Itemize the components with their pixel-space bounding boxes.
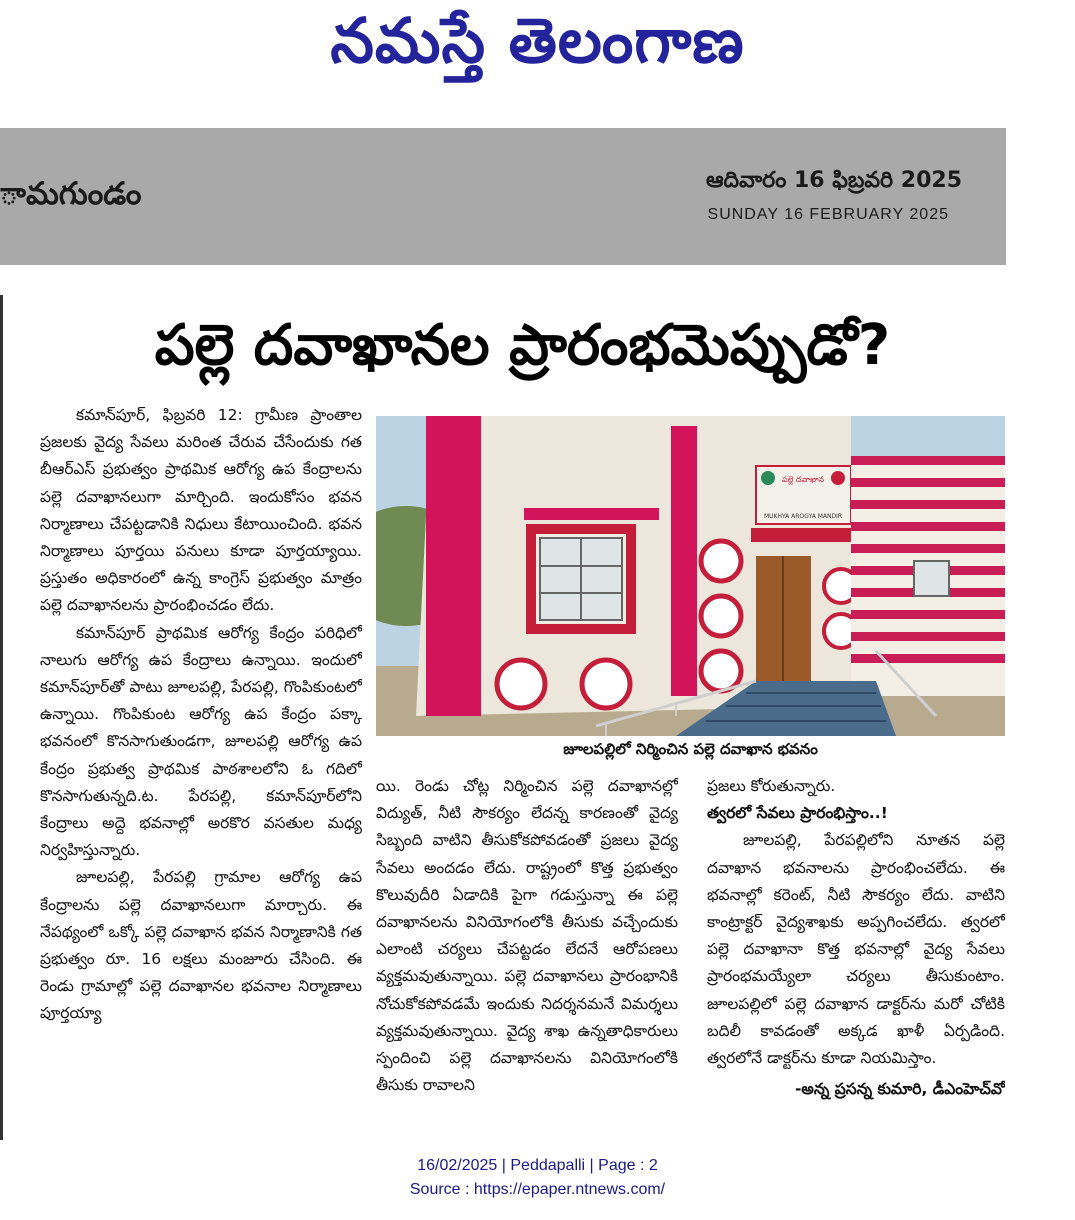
footer-source-link[interactable]: Source : https://epaper.ntnews.com/ <box>409 1181 666 1198</box>
signboard-line2: MUKHYA AROGYA MANDIR <box>763 513 843 520</box>
striped-wing <box>851 456 1005 696</box>
date-telugu: ఆదివారం 16 ఫిబ్రవరి 2025 <box>706 168 962 193</box>
date-english: SUNDAY 16 FEBRUARY 2025 <box>707 206 949 223</box>
footer-date-page: 16/02/2025 | Peddapalli | Page : 2 <box>417 1157 658 1174</box>
paragraph: జూలపల్లి, పేరపల్లిలోని నూతన పల్లె దవాఖాన భవనాలను ప్రారంభించలేదు. ఈ భవనాల్లో కరెంట్, నీటి సౌకర్యం లేదు. వాటిని కాంట్రాక్టర్ వైద్యశాఖకు అప్పగించలేదు. త్వరలో పల్లె దవాఖానా కొత్త భవనాల్లో వైద్య సేవలు ప్రారంభమయ్యేలా చర్యలు తీసుకుంటాం. జూలపల్లిలో పల్లె దవాఖాన డాక్టర్‌ను మరో చోటికి బదిలీ కావడంతో అక్కడ ఖాళీ ఏర్పడింది. త్వరలోనే డాక్టర్‌ను కూడా నియమిస్తాం. <box>707 831 1005 1068</box>
article-column-3 <box>707 773 1005 1133</box>
paragraph: కమాన్‌పూర్, ఫిబ్రవరి 12: గ్రామీణ ప్రాంతాల ప్రజలకు వైద్య సేవలు మరింత చేరువ చేసేందుకు గత బీఆర్‌ఎస్ ప్రభుత్వం ప్రాథమిక ఆరోగ్య ఉప కేంద్రాలను పల్లె దవాఖానలుగా మార్చింది. ఇందుకోసం భవన నిర్మాణాలు చేపట్టడానికి నిధులు కేటాయించింది. భవన నిర్మాణాలు పూర్తయి పనులు కూడా పూర్తయ్యాయి. ప్రస్తుతం అధికారంలో ఉన్న కాంగ్రెస్ ప్రభుత్వం మాత్రం పల్లె దవాఖానలను ప్రారంభించడం లేదు. <box>40 406 362 615</box>
paragraph: జూలపల్లి, పేరపల్లి గ్రామాల ఆరోగ్య ఉప కేంద్రాలను పల్లె దవాఖానలుగా మార్చారు. ఈ నేపథ్యంలో ఒక్కో పల్లె దవాఖాన భవన నిర్మాణానికి గత ప్రభుత్వం రూ. 16 లక్షలు మంజూరు చేసింది. ఈ రెండు గ్రామాల్లో పల్లె దవాఖానల భవనాల నిర్మాణాలు పూర్తయ్యా <box>40 868 362 1023</box>
subheading: త్వరలో సేవలు ప్రారంభిస్తాం..! <box>707 804 888 823</box>
paragraph: ప్రజలు కోరుతున్నారు. <box>707 777 836 795</box>
signboard-line1: పల్లె దవాఖాన <box>782 475 824 484</box>
paragraph: కమాన్‌పూర్ ప్రాథమిక ఆరోగ్య కేంద్రం పరిధిలో నాలుగు ఆరోగ్య ఉప కేంద్రాలు ఉన్నాయి. ఇందులో కమాన్‌పూర్‌తో పాటు జూలపల్లి, పేరపల్లి, గొంపికుంటలో ఉన్నాయి. గొంపికుంట ఆరోగ్య ఉప కేంద్రం పక్కా భవనంలో కొనసాగుతుండగా, జూలపల్లి ఆరోగ్య ఉప కేంద్రం ప్రభుత్వ ప్రాథమిక పాఠశాలలోని ఓ గదిలో కొనసాగుతున్నది.ట. పేరపల్లి, కమాన్‌పూర్‌లోని కేంద్రాలు అద్దె భవనాల్లో అరకొర వసతుల మధ్య నిర్వహిస్తున్నారు. <box>40 623 362 860</box>
masthead-title: నమస్తే తెలంగాణ <box>330 4 745 77</box>
quote-attribution: -అన్న ప్రసన్న కుమారి, డీఎంహెచ్‌వో <box>794 1080 1005 1099</box>
article-photo <box>376 416 1005 736</box>
article-column-2 <box>376 773 678 1133</box>
paragraph: యి. రెండు చోట్ల నిర్మించిన పల్లె దవాఖానల్లో విద్యుత్, నీటి సౌకర్యం లేదన్న కారణంతో వైద్య సిబ్బంది వాటిని తీసుకోకపోవడంతో ప్రజలు వైద్య సేవలు అందడం లేదు. రాష్ట్రంలో కొత్త ప్రభుత్వం కొలువుదీరి ఏడాదికి పైగా గడుస్తున్నా ఈ పల్లె దవాఖానలను వినియోగంలోకి తీసుకు వచ్చేందుకు ఎలాంటి చర్యలు చేపట్టడం లేదనే ఆరోపణలు వ్యక్తమవుతున్నాయి. పల్లె దవాఖానలు ప్రారంభానికి నోచుకోకపోవడమే ఇందుకు నిదర్శనమనే విమర్శలు వ్యక్తమవుతున్నాయి. వైద్య శాఖ ఉన్నతాధికారులు స్పందించి పల్లె దవాఖానలను వినియోగంలోకి తీసుకు రావాలని <box>376 777 678 1095</box>
photo-caption: జూలపల్లిలో నిర్మించిన పల్లె దవాఖాన భవనం <box>563 740 818 758</box>
article-headline: పల్లె దవాఖానల ప్రారంభమెప్పుడో? <box>154 313 891 378</box>
edition-band <box>0 128 1006 265</box>
column-rule <box>0 295 3 1140</box>
edition-section: ామగుండం <box>0 176 142 212</box>
article-column-1 <box>40 402 362 1142</box>
